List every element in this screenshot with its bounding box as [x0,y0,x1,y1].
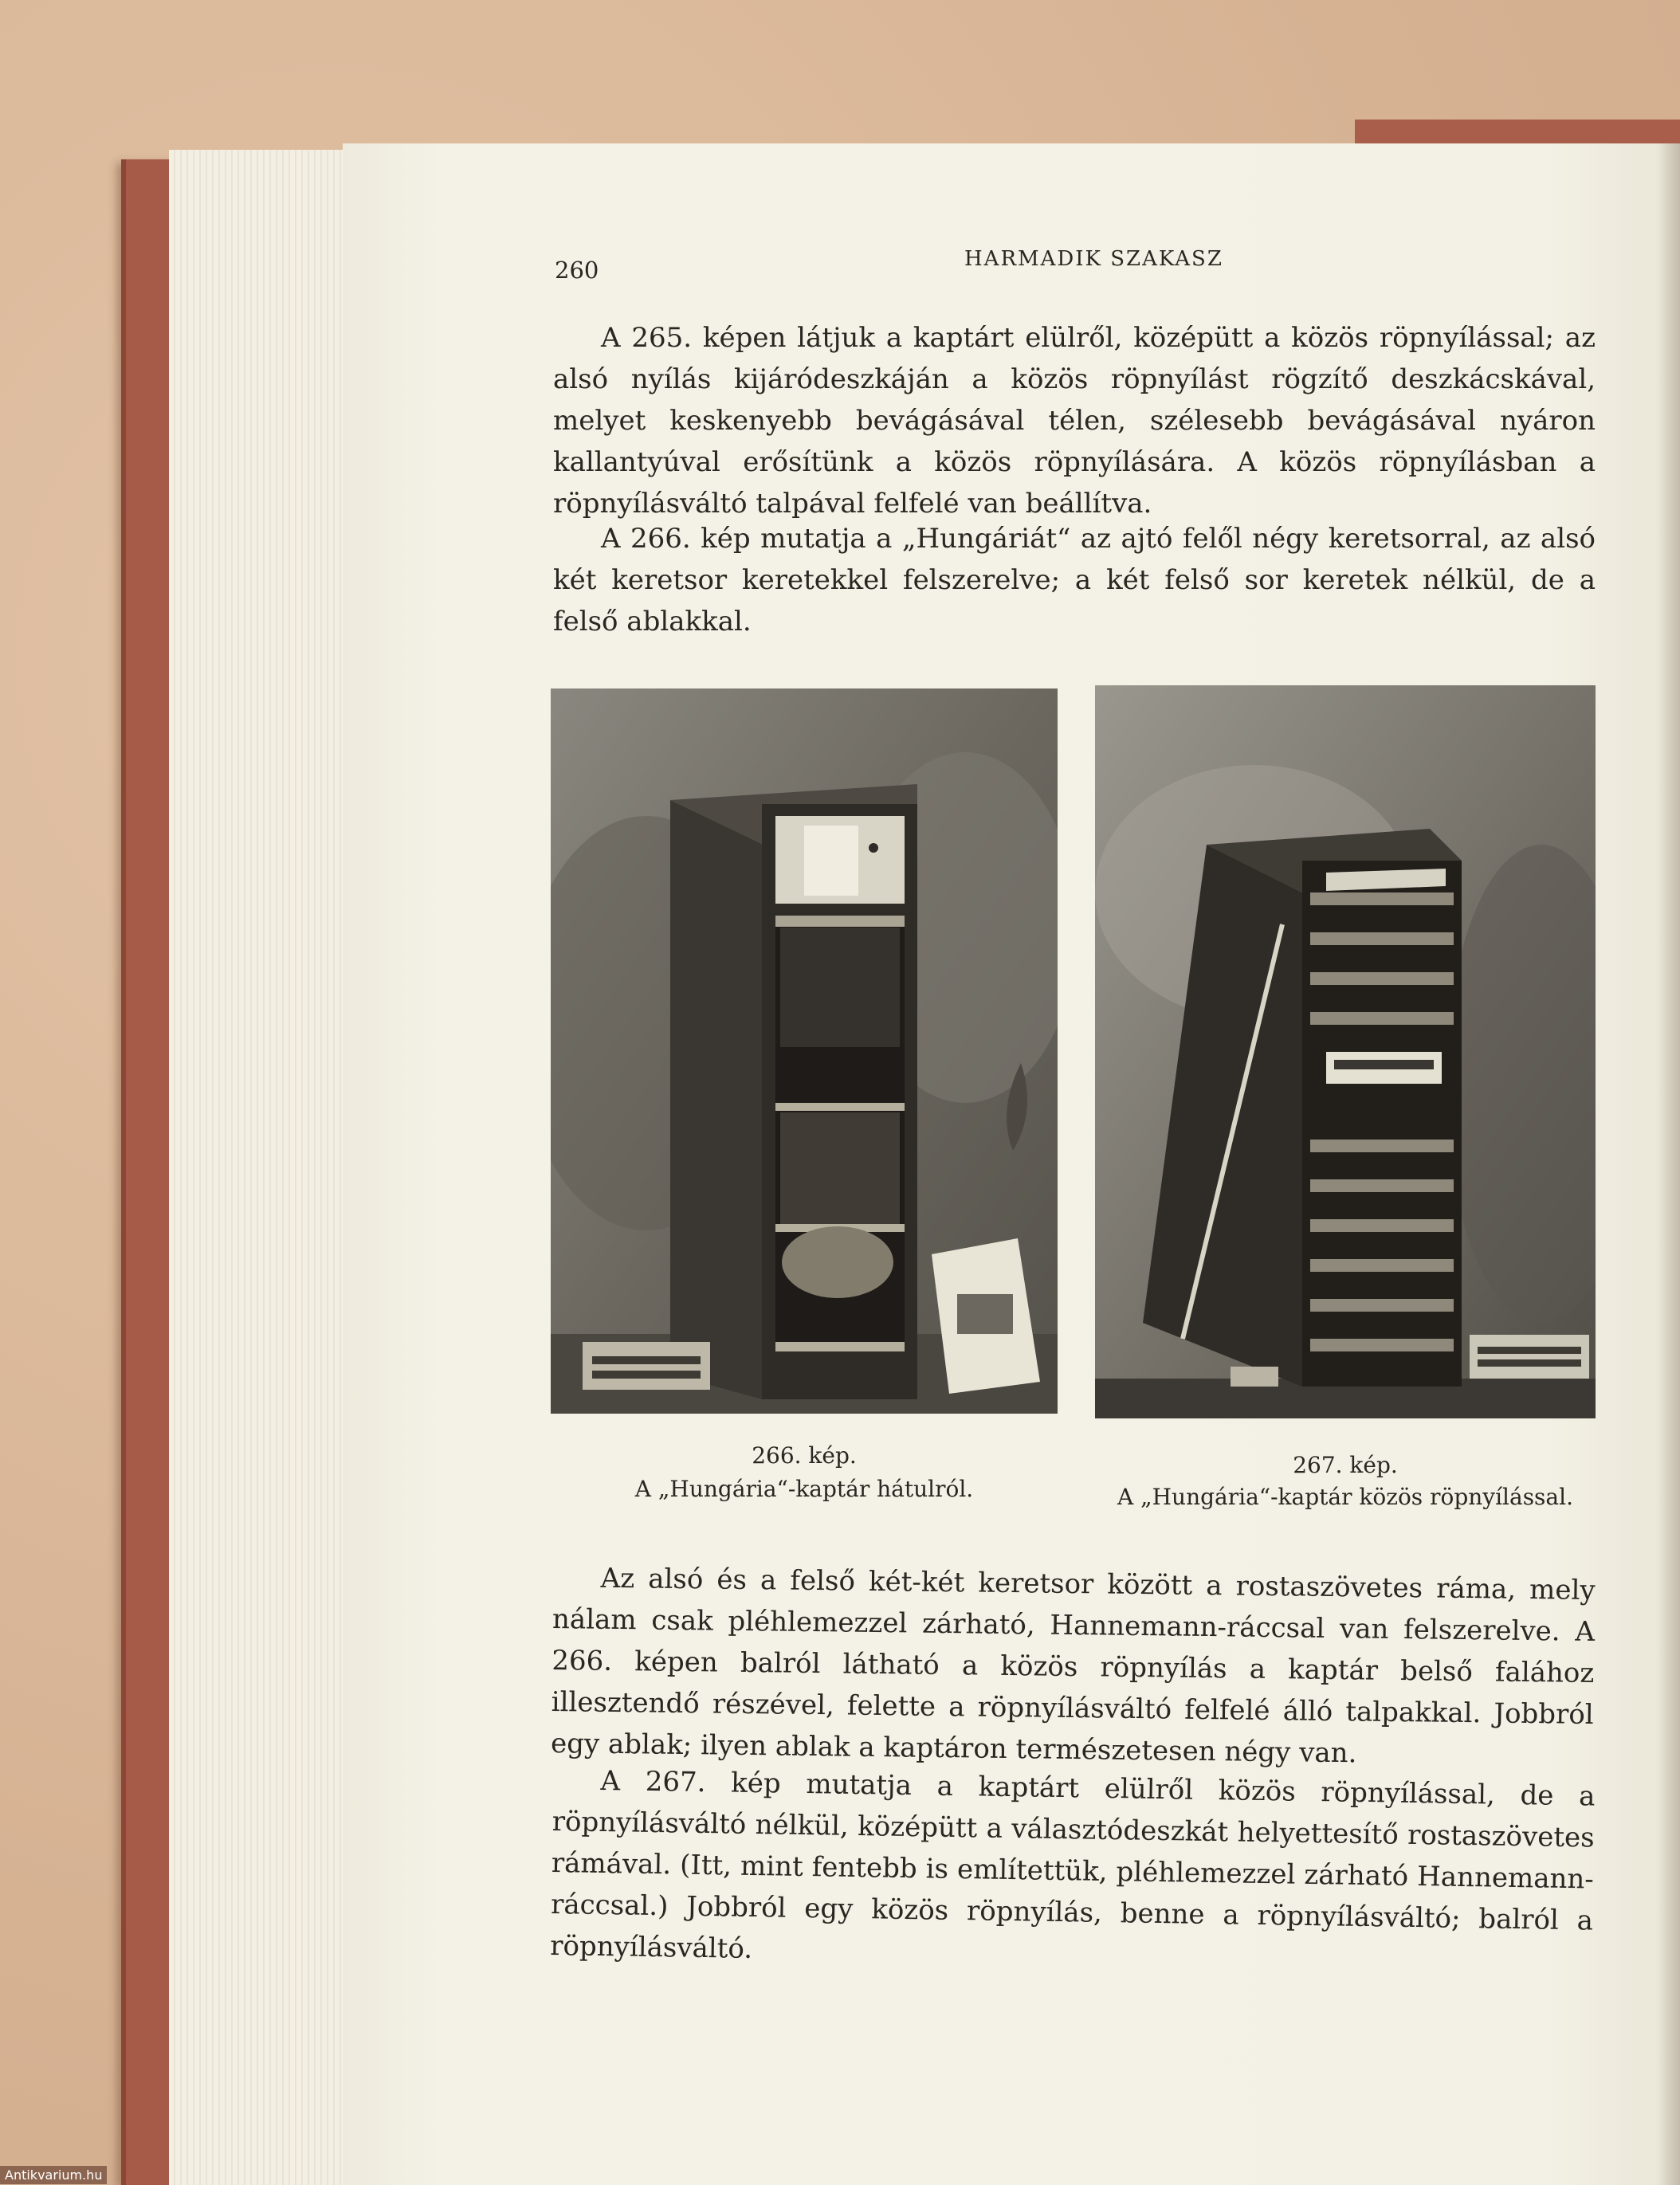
watermark: Antikvarium.hu [0,2166,107,2184]
page-number: 260 [555,257,599,284]
beehive-front-illustration [1095,685,1596,1418]
figure-267-caption: A „Hungária“-kaptár közös röpnyílással. [1117,1484,1573,1510]
figure-266-number: 266. kép. [752,1442,857,1469]
figure-267-number: 267. kép. [1293,1452,1398,1478]
figure-266-photo [551,688,1058,1414]
figure-266-caption: A „Hungária“-kaptár hátulról. [634,1476,974,1502]
running-head: HARMADIK SZAKASZ [964,247,1223,271]
figure-267-photo [1095,685,1596,1418]
paragraph: A 266. kép mutatja a „Hungáriát“ az ajtó felől négy keretsorral, az alsó két keretsor keretekkel felszerelve; a két felső sor keretek nélkül, de a felső ablakkal. [553,523,1596,637]
paragraph: Az alsó és a felső két-két keretsor között a rostaszövetes ráma, mely nálam csak pléhlemezzel zárható, Hannemann-ráccsal van felszerelve. A 266. képen balról látható a közös röpnyílás a kaptár belső falához illesztendő részével, felette a röpnyílásváltó felfelé álló talpakkal. Jobbról egy ablak; ilyen ablak a kaptáron természetesen négy van. [550,1562,1596,1770]
beehive-back-illustration [551,688,1058,1414]
paragraph: A 265. képen látjuk a kaptárt elülről, középütt a közös röpnyílással; az alsó nyílás kijáródeszkáján a közös röpnyílást rögzítő deszkácskával, melyet keskenyebb bevágásával télen, szélesebb bevágásával nyáron kallantyúval erősítünk a közös röpnyílására. A közös röpnyílásban a röpnyílásváltó talpával felfelé van beállítva. [553,322,1596,520]
gutter-shadow [1658,143,1680,2185]
page-edges [169,150,352,2185]
paragraph: A 267. kép mutatja a kaptárt elülről közös röpnyílással, de a röpnyílásváltó nélkül, középütt a választódeszkát helyettesítő rostaszövetes rámával. (Itt, mint fentebb is említettük, pléhlemezzel zárható Hannemann-ráccsal.) Jobbról egy közös röpnyílás, benne a röpnyílásváltó; balról a röpnyílásváltó. [550,1764,1596,1965]
